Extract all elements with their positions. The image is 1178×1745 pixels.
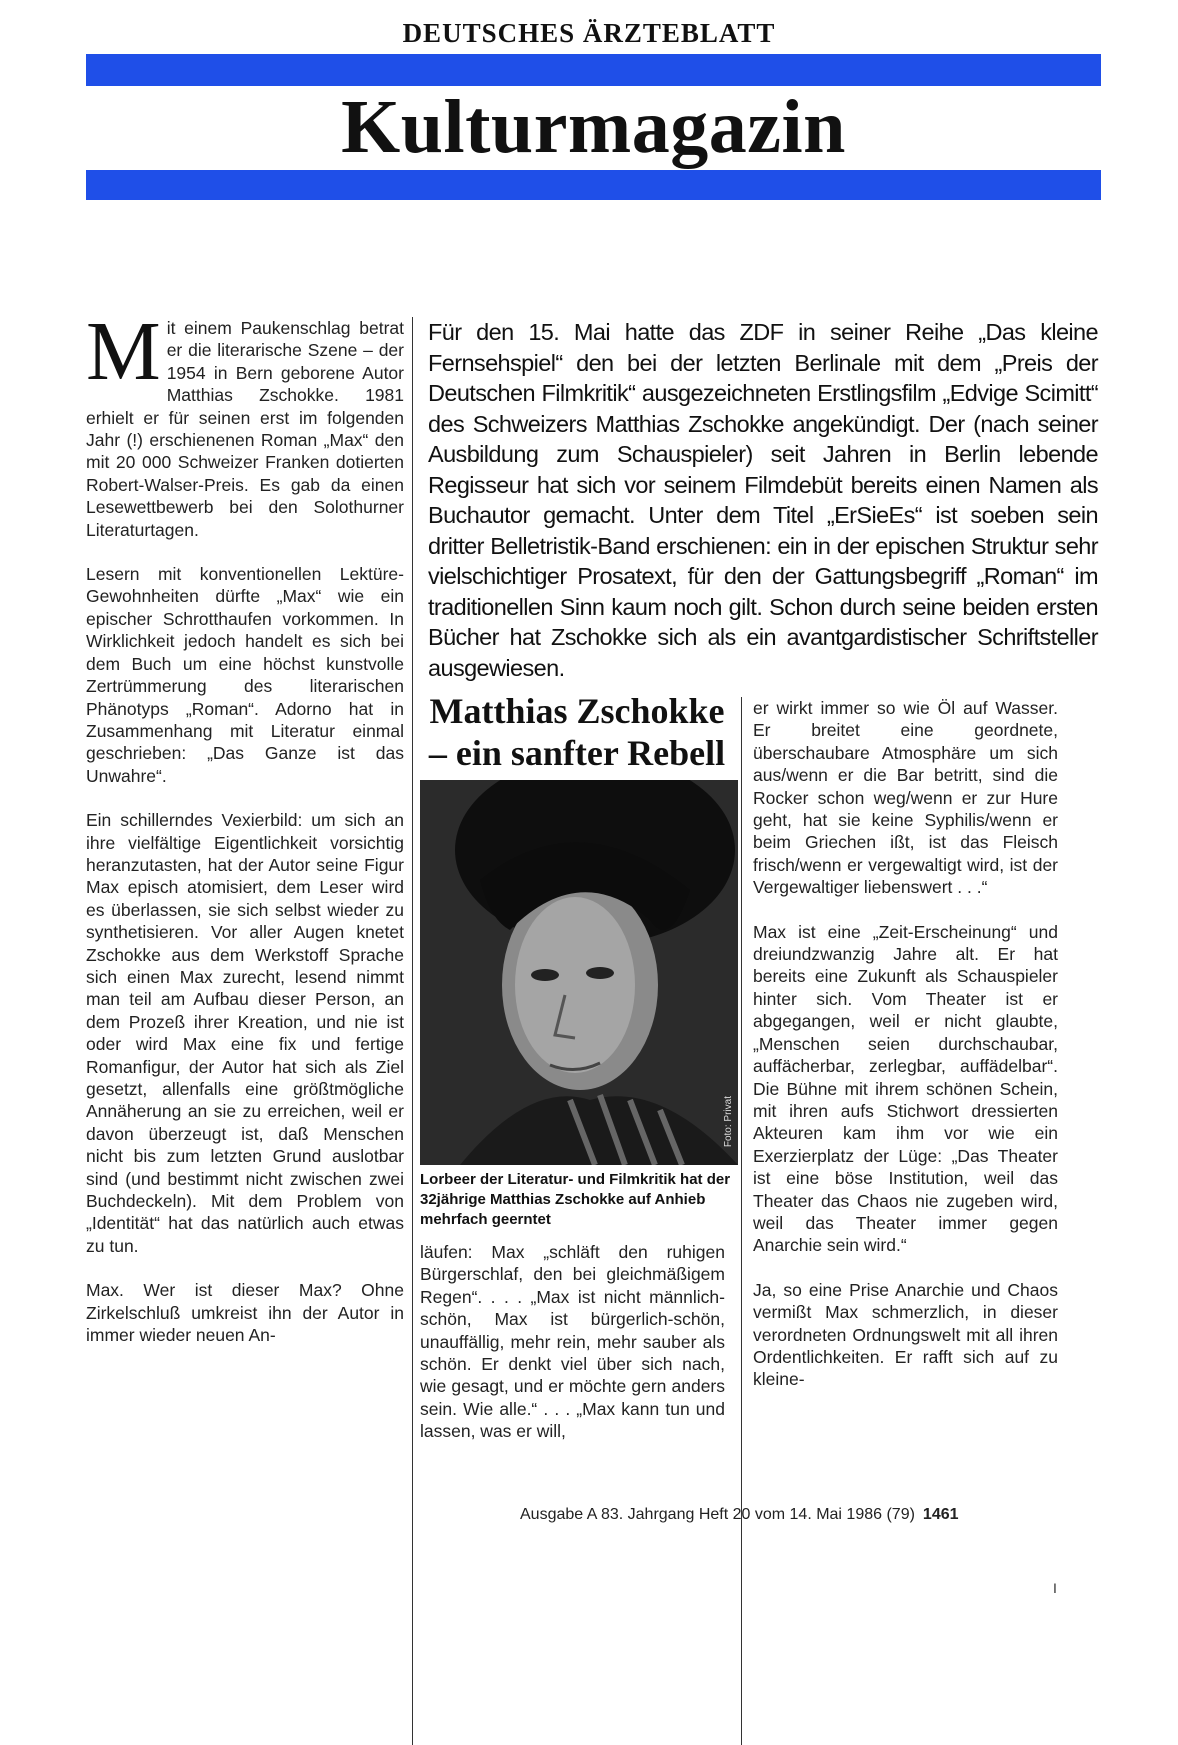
column-2 bbox=[420, 1241, 725, 1465]
column-2-paragraph-1: läufen: Max „schläft den ruhigen Bürgerschlaf, den bei gleichmäßigem Regen“. . . . „Max ist nicht männlich-schön, Max ist bürgerlich-schön, unauffällig, mehr rein, mehr sauber als schön. Er denkt viel über sich nach, wie gesagt, und er möchte gern anders sein. Wie alle.“ . . . „Max kann tun und lassen, was er will, bbox=[420, 1242, 725, 1442]
drop-cap: M bbox=[86, 305, 161, 398]
column-3 bbox=[753, 697, 1058, 1413]
column-1-paragraph-1-text: it einem Paukenschlag betrat er die literarische Szene – der 1954 in Bern geborene Autor Matthias Zschokke. 1981 erhielt er für seinen erst im folgenden Jahr (!) erschienenen Roman „Max“ den mit 20 000 Schweizer Franken dotierten Robert-Walser-Preis. Es gab da einen Lesewettbewerb bei den Solothurner Literaturtagen. bbox=[86, 318, 404, 540]
column-3-paragraph-3: Ja, so eine Prise Anarchie und Chaos vermißt Max schmerzlich, in dieser verordneten Ordnungswelt mit all ihren Ordentlichkeiten. Er rafft sich auf zu kleine- bbox=[753, 1279, 1058, 1390]
portrait-illustration bbox=[420, 780, 738, 1165]
column-1-paragraph-3: Ein schillerndes Vexierbild: um sich an ihre vielfältige Eigentlichkeit vorsichtig heranzutasten, hat der Autor seine Figur Max episch atomisiert, dem Leser wird es überlassen, sie sich selbst wieder zu synthetisieren. Vor aller Augen knetet Zschokke aus dem Werkstoff Sprache sich einen Max zurecht, lesend nimmt man teil am Aufbau dieser Person, an dem Prozeß ihrer Kreation, und nie ist oder wird Max eine fix und fertige Romanfigur, der Autor hat sich als Ziel gesetzt, allenfalls eine größtmögliche Annäherung an sie zu erreichen, weil er davon überzeugt ist, daß Menschen nicht bis zum letzten Grund auslotbar sind (und bestimmt nicht zwischen zwei Buchdeckeln). Mit dem Problem von „Identität“ hat das natürlich auch etwas zu tun. bbox=[86, 810, 404, 1256]
page-footer bbox=[520, 1506, 1060, 1524]
header-band-bottom bbox=[86, 170, 1101, 200]
issue-info: Ausgabe A 83. Jahrgang Heft 20 vom 14. Mai 1986 (79) bbox=[520, 1506, 915, 1523]
photo-credit: Foto: Privat bbox=[723, 1095, 734, 1147]
column-divider-2 bbox=[741, 697, 742, 1745]
page-mark: I bbox=[1053, 1580, 1057, 1596]
column-3-paragraph-2: Max ist eine „Zeit-Erscheinung“ und dreiundzwanzig Jahre alt. Er hat bereits eine Zukunft als Schauspieler hinter sich. Vom Theater ist er abgegangen, weil er nicht glaubte, „Menschen seien durchschaubar, auffächerbar, zerlegbar, auffädelbar“. Die Bühne mit ihrem schönen Schein, mit ihren aufs Stichwort dressierten Akteuren kam ihm vor wie ein Exerzierplatz der Lüge: „Das Theater ist eine böse Institution, weil das Theater das Chaos nie zugeben wird, weil das Theater immer gegen Anarchie sein wird.“ bbox=[753, 921, 1058, 1256]
photo-caption: Lorbeer der Literatur- und Filmkritik hat der 32jährige Matthias Zschokke auf Anhieb mehrfach geerntet bbox=[420, 1171, 731, 1228]
author-photo bbox=[420, 780, 738, 1165]
article-headline: Matthias Zschokke – ein sanfter Rebell bbox=[428, 691, 726, 773]
page-number: 1461 bbox=[922, 1506, 959, 1523]
intro-paragraph: Für den 15. Mai hatte das ZDF in seiner Reihe „Das kleine Fernsehspiel“ den bei der letzten Berlinale mit dem „Preis der Deutschen Filmkritik“ ausgezeichneten Erstlingsfilm „Edvige Scimitt“ des Schweizers Matthias Zschokke angekündigt. Der (nach seiner Ausbildung zum Schauspieler) seit Jahren in Berlin lebende Regisseur hat sich vor seinem Filmdebüt bereits einen Namen als Buchautor gemacht. Unter dem Titel „ErSieEs“ ist soeben sein dritter Belletristik-Band erschienen: ein in der epischen Struktur sehr vielschichtiger Prosatext, für den der Gattungsbegriff „Roman“ im traditionellen Sinn kaum noch gilt. Schon durch seine beiden ersten Bücher hat Zschokke sich als ein avantgardistischer Schriftsteller ausgewiesen. bbox=[428, 319, 1098, 681]
journal-name: DEUTSCHES ÄRZTEBLATT bbox=[402, 18, 776, 48]
column-1-paragraph-2: Lesern mit konventionellen Lektüre-Gewohnheiten dürfte „Max“ wie ein epischer Schrotthaufen vorkommen. In Wirklichkeit jedoch handelt es sich bei dem Buch um eine höchst kunstvolle Zertrümmerung des literarischen Phänotyps „Roman“. Adorno hat in Zusammenhang mit Literatur einmal geschrieben: „Das Ganze ist das Unwahre“. bbox=[86, 564, 404, 786]
column-1 bbox=[86, 305, 404, 1368]
column-1-paragraph-1 bbox=[86, 305, 404, 541]
column-1-paragraph-4: Max. Wer ist dieser Max? Ohne Zirkelschluß umkreist ihn der Autor in immer wieder neuen An- bbox=[86, 1280, 404, 1346]
column-divider-1 bbox=[412, 317, 413, 1745]
section-title: Kulturmagazin bbox=[341, 85, 846, 169]
column-3-paragraph-1: er wirkt immer so wie Öl auf Wasser. Er breitet eine geordnete, überschaubare Atmosphäre um sich aus/wenn er die Bar betritt, sind die Rocker schon weg/wenn er zur Hure geht, hat sie keine Syphilis/wenn er beim Griechen ißt, ist das Fleisch frisch/wenn er vergewaltigt wird, ist der Vergewaltiger liebenswert . . .“ bbox=[753, 698, 1058, 898]
